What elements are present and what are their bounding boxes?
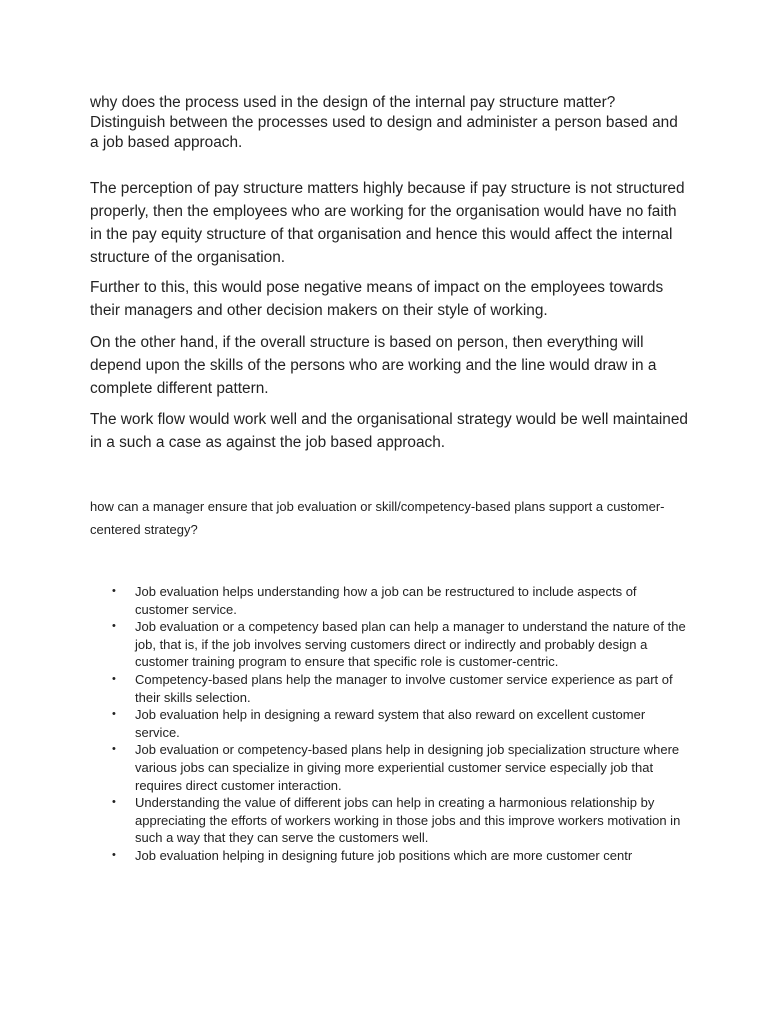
list-item — [90, 847, 690, 865]
answer-1-paragraph-4: The work flow would work well and the organisational strategy would be well maintained in a such a case as against the job based approach. — [90, 411, 688, 451]
bullet-icon: • — [112, 708, 116, 721]
answer-1-paragraph-1: The perception of pay structure matters highly because if pay structure is not structured properly, then the employees who are working for the organisation would have no faith in the pay equity structure of that organisation and hence this would affect the internal structure of the organisation. — [90, 180, 685, 266]
answer-1-paragraph-3: On the other hand, if the overall structure is based on person, then everything will depend upon the skills of the persons who are working and the line would draw in a complete different pattern. — [90, 334, 657, 397]
bullet-icon: • — [112, 743, 116, 756]
bullet-icon: • — [112, 848, 116, 861]
bullet-icon: • — [112, 620, 116, 633]
bullet-icon: • — [112, 672, 116, 685]
question-2: how can a manager ensure that job evaluation or skill/competency-based plans support a customer-centered strategy? — [90, 499, 665, 537]
list-item-text: Job evaluation helping in designing future job positions which are more customer centr — [135, 847, 633, 863]
list-item — [90, 671, 690, 706]
answer-2-bullet-list — [90, 583, 690, 865]
list-item — [90, 583, 690, 618]
bullet-icon: • — [112, 585, 116, 597]
list-item-text: Competency-based plans help the manager to involve customer service experience as part of their skills selection. — [135, 671, 673, 705]
list-item — [90, 706, 690, 741]
list-item — [90, 741, 690, 794]
list-item-text: Job evaluation help in designing a reward system that also reward on excellent customer service. — [135, 707, 646, 740]
list-item-text: Job evaluation or competency-based plans help in designing job specialization structure where various jobs can specialize in giving more experiential customer service especially job that requires direct customer interaction. — [135, 742, 680, 793]
list-item — [90, 618, 690, 671]
list-item — [90, 794, 690, 847]
question-1: why does the process used in the design of the internal pay structure matter? Distinguish between the processes used to design and administer a person based and a job based approach. — [90, 94, 678, 151]
list-item-text: Job evaluation or a competency based plan can help a manager to understand the nature of the job, that is, if the job involves serving customers direct or indirectly and probably design a customer training program to ensure that specific role is customer-centric. — [135, 619, 686, 670]
bullet-icon: • — [112, 796, 116, 809]
list-item-text: Understanding the value of different jobs can help in creating a harmonious relationship by appreciating the efforts of workers working in those jobs and this improve workers motivation in such a way that they can serve the customers well. — [135, 795, 681, 846]
list-item-text: Job evaluation helps understanding how a job can be restructured to include aspects of customer service. — [135, 584, 637, 617]
answer-1-paragraph-2: Further to this, this would pose negative means of impact on the employees towards their managers and other decision makers on their style of working. — [90, 279, 664, 319]
